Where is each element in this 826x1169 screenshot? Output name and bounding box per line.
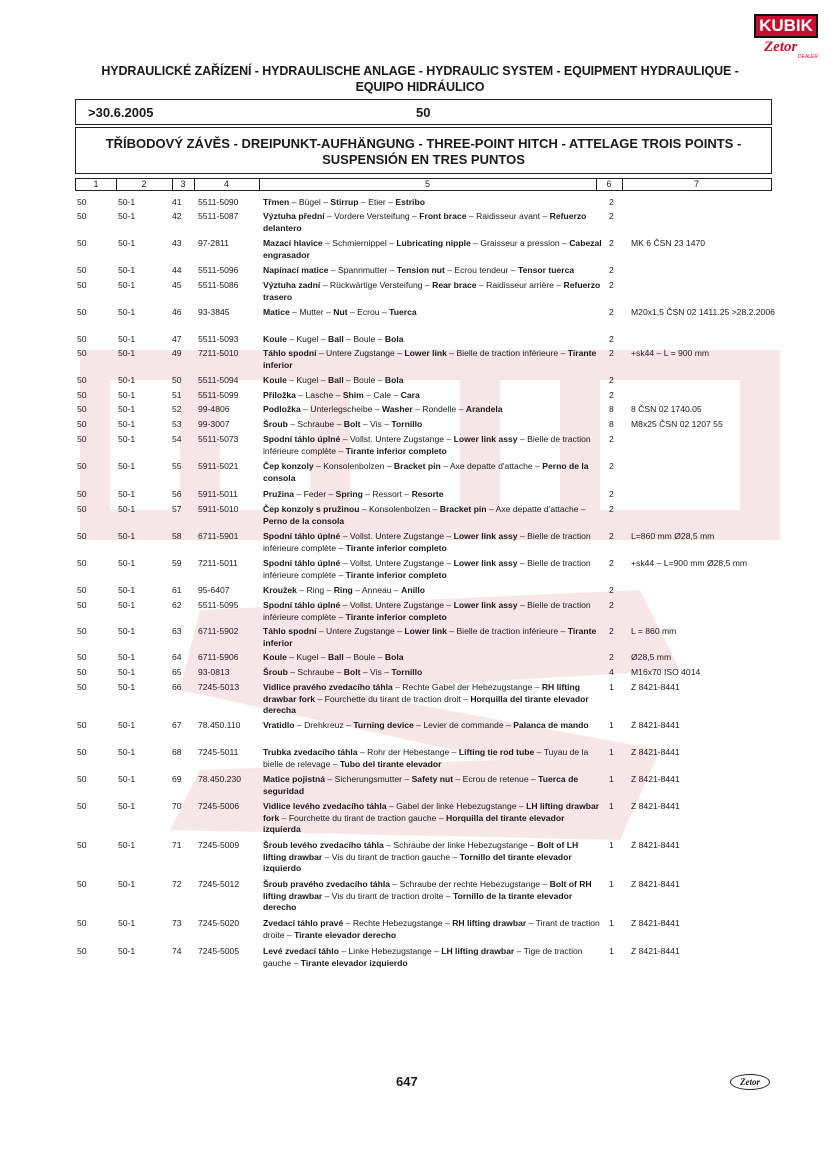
- cell-c3: 64: [172, 652, 182, 662]
- cell-c7: L=860 mm Ø28,5 mm: [631, 531, 715, 541]
- cell-c3: 51: [172, 390, 182, 400]
- cell-c2: 50-1: [118, 265, 136, 275]
- cell-c4: 7211-5011: [198, 558, 238, 568]
- cell-c5: Koule – Kugel – Ball – Boule – Bola: [263, 652, 404, 662]
- cell-c4: 5511-5094: [198, 375, 239, 385]
- cell-c4: 6711-5906: [198, 652, 239, 662]
- cell-c3: 70: [172, 801, 182, 811]
- cell-c1: 50: [77, 600, 87, 610]
- cell-c3: 73: [172, 918, 182, 928]
- cell-c5: Šroub – Schraube – Bolt – Vis – Tornillo: [263, 667, 423, 677]
- page-number: 647: [396, 1074, 418, 1089]
- cell-c2: 50-1: [118, 348, 136, 358]
- cell-c7: M8x25 ČSN 02 1207 55: [631, 419, 723, 429]
- cell-c3: 41: [172, 197, 182, 207]
- cell-c2: 50-1: [118, 434, 136, 444]
- cell-c3: 72: [172, 879, 182, 889]
- cell-c2: 50-1: [118, 404, 136, 414]
- cell-c6: 2: [609, 211, 614, 221]
- cell-c5: Kroužek – Ring – Ring – Anneau – Anillo: [263, 585, 425, 595]
- cell-c6: 2: [609, 348, 614, 358]
- cell-c2: 50-1: [118, 747, 136, 757]
- cell-c1: 50: [77, 801, 87, 811]
- cell-c1: 50: [77, 307, 87, 317]
- cell-c6: 2: [609, 307, 614, 317]
- cell-c6: 2: [609, 531, 614, 541]
- cell-c2: 50-1: [118, 197, 136, 207]
- cell-c6: 1: [609, 774, 614, 784]
- zetor-footer-logo: Zetor: [730, 1074, 770, 1090]
- cell-c7: Ø28,5 mm: [631, 652, 672, 662]
- cell-c4: 93-3845: [198, 307, 230, 317]
- cell-c2: 50-1: [118, 585, 136, 595]
- cell-c5: Šroub – Schraube – Bolt – Vis – Tornillo: [263, 419, 423, 429]
- cell-c6: 2: [609, 265, 614, 275]
- cell-c4: 7245-5020: [198, 918, 240, 928]
- cell-c1: 50: [77, 531, 87, 541]
- cell-c4: 99-4806: [198, 404, 230, 414]
- cell-c6: 2: [609, 280, 614, 290]
- cell-c3: 47: [172, 334, 182, 344]
- section-title-line1: TŘÍBODOVÝ ZÁVĚS - DREIPUNKT-AUFHÄNGUNG - THREE-POINT HITCH - ATTELAGE TROIS POINTS -: [105, 136, 742, 151]
- cell-c6: 2: [609, 375, 614, 385]
- cell-c1: 50: [77, 667, 87, 677]
- cell-c1: 50: [77, 747, 87, 757]
- cell-c1: 50: [77, 197, 87, 207]
- cell-c4: 97-2811: [198, 238, 229, 248]
- cell-c2: 50-1: [118, 720, 136, 730]
- cell-c2: 50-1: [118, 280, 136, 290]
- cell-c4: 93-0813: [198, 667, 230, 677]
- cell-c7: +sk44 – L = 900 mm: [631, 348, 710, 358]
- logo-zetor: Zetor: [764, 39, 798, 55]
- cell-c7: Z 8421-8441: [631, 682, 680, 692]
- column-5-header: 5: [259, 179, 597, 190]
- cell-c4: 5511-5086: [198, 280, 239, 290]
- cell-c7: +sk44 – L=900 mm Ø28,5 mm: [631, 558, 748, 568]
- cell-c4: 5911-5011: [198, 489, 238, 499]
- cell-c6: 2: [609, 585, 614, 595]
- cell-c5: Táhlo spodní – Untere Zugstange – Lower link – Bielle de traction inférieure – Tirante inferior: [263, 348, 597, 370]
- cell-c3: 69: [172, 774, 182, 784]
- cell-c6: 2: [609, 626, 614, 636]
- cell-c4: 5511-5087: [198, 211, 239, 221]
- cell-c5: Matice pojistná – Sicherungsmutter – Safety nut – Ecrou de retenue – Tuerca de seguridad: [263, 774, 579, 796]
- cell-c1: 50: [77, 334, 87, 344]
- cell-c6: 2: [609, 461, 614, 471]
- cell-c1: 50: [77, 946, 87, 956]
- cell-c2: 50-1: [118, 307, 136, 317]
- cell-c2: 50-1: [118, 840, 136, 850]
- cell-c1: 50: [77, 504, 87, 514]
- cell-c7: Z 8421-8441: [631, 946, 680, 956]
- cell-c3: 42: [172, 211, 182, 221]
- cell-c2: 50-1: [118, 801, 136, 811]
- cell-c7: MK 6 ČSN 23 1470: [631, 238, 706, 248]
- column-4-header: 4: [194, 179, 260, 190]
- cell-c4: 7245-5009: [198, 840, 240, 850]
- cell-c3: 65: [172, 667, 182, 677]
- cell-c2: 50-1: [118, 504, 136, 514]
- cell-c4: 5511-5073: [198, 434, 239, 444]
- cell-c5: Spodní táhlo úplné – Vollst. Untere Zugstange – Lower link assy – Bielle de traction inférieure complète – Tirante inferior completo: [263, 600, 591, 622]
- cell-c1: 50: [77, 265, 87, 275]
- cell-c6: 2: [609, 558, 614, 568]
- cell-c4: 5511-5095: [198, 600, 239, 610]
- cell-c4: 5511-5096: [198, 265, 239, 275]
- cell-c2: 50-1: [118, 375, 136, 385]
- cell-c1: 50: [77, 419, 87, 429]
- cell-c3: 68: [172, 747, 182, 757]
- column-2-header: 2: [116, 179, 173, 190]
- cell-c6: 1: [609, 946, 614, 956]
- cell-c6: 1: [609, 682, 614, 692]
- cell-c1: 50: [77, 720, 87, 730]
- cell-c4: 5911-5010: [198, 504, 239, 514]
- cell-c3: 46: [172, 307, 182, 317]
- logo-brand: KUBIK: [754, 14, 818, 38]
- cell-c6: 8: [609, 419, 614, 429]
- cell-c1: 50: [77, 238, 87, 248]
- cell-c6: 2: [609, 390, 614, 400]
- cell-c5: Spodní táhlo úplné – Vollst. Untere Zugstange – Lower link assy – Bielle de traction inférieure complète – Tirante inferior completo: [263, 531, 591, 553]
- cell-c7: Z 8421-8441: [631, 774, 680, 784]
- cell-c2: 50-1: [118, 626, 136, 636]
- cell-c2: 50-1: [118, 558, 136, 568]
- cell-c7: M16x70 ISO 4014: [631, 667, 701, 677]
- cell-c5: Pružina – Feder – Spring – Ressort – Resorte: [263, 489, 444, 499]
- cell-c5: Spodní táhlo úplné – Vollst. Untere Zugstange – Lower link assy – Bielle de traction inférieure complète – Tirante inferior completo: [263, 434, 591, 456]
- cell-c2: 50-1: [118, 238, 136, 248]
- cell-c5: Příložka – Lasche – Shim – Cale – Cara: [263, 390, 420, 400]
- cell-c6: 2: [609, 652, 614, 662]
- cell-c5: Mazací hlavice – Schmiernippel – Lubricating nipple – Graisseur a pression – Cabezal engrasador: [263, 238, 602, 260]
- cell-c4: 5511-5090: [198, 197, 239, 207]
- cell-c4: 95-6407: [198, 585, 230, 595]
- cell-c2: 50-1: [118, 879, 136, 889]
- cell-c1: 50: [77, 682, 87, 692]
- cell-c6: 4: [609, 667, 614, 677]
- cell-c1: 50: [77, 434, 87, 444]
- cell-c6: 1: [609, 747, 614, 757]
- cell-c6: 1: [609, 840, 614, 850]
- cell-c5: Táhlo spodní – Untere Zugstange – Lower link – Bielle de traction inférieure – Tirante inferior: [263, 626, 597, 648]
- cell-c2: 50-1: [118, 918, 136, 928]
- cell-c5: Čep konzoly – Konsolenbolzen – Bracket pin – Axe depatte d'attache – Perno de la consola: [263, 461, 589, 483]
- cell-c2: 50-1: [118, 600, 136, 610]
- cell-c4: 7211-5010: [198, 348, 239, 358]
- cell-c7: Z 8421-8441: [631, 801, 680, 811]
- cell-c2: 50-1: [118, 390, 136, 400]
- cell-c5: Napínací matice – Spannmutter – Tension nut – Ecrou tendeur – Tensor tuerca: [263, 265, 575, 275]
- cell-c4: 78.450.110: [198, 720, 241, 730]
- cell-c3: 62: [172, 600, 182, 610]
- cell-c1: 50: [77, 558, 87, 568]
- cell-c6: 8: [609, 404, 614, 414]
- cell-c1: 50: [77, 626, 87, 636]
- cell-c3: 63: [172, 626, 182, 636]
- group-number: 50: [416, 105, 431, 120]
- cell-c2: 50-1: [118, 682, 136, 692]
- cell-c4: 78.450.230: [198, 774, 242, 784]
- cell-c5: Vratidlo – Drehkreuz – Turning device – Levier de commande – Palanca de mando: [263, 720, 589, 730]
- cell-c5: Trubka zvedacího táhla – Rohr der Hebestange – Lifting tie rod tube – Tuyau de la bielle de relevage – Tubo del tirante elevador: [263, 747, 589, 769]
- column-3-header: 3: [172, 179, 195, 190]
- cell-c5: Koule – Kugel – Ball – Boule – Bola: [263, 375, 404, 385]
- cell-c2: 50-1: [118, 489, 136, 499]
- cell-c4: 7245-5013: [198, 682, 240, 692]
- page-title-line2: EQUIPO HIDRÁULICO: [355, 80, 485, 94]
- cell-c6: 2: [609, 197, 614, 207]
- cell-c3: 59: [172, 558, 182, 568]
- cell-c5: Podložka – Unterlegscheibe – Washer – Rondelle – Arandela: [263, 404, 503, 414]
- cell-c3: 53: [172, 419, 182, 429]
- cell-c5: Výztuha zadní – Rückwärtige Versteifung – Rear brace – Raidisseur arrière – Refuerzo trasero: [263, 280, 601, 302]
- cell-c6: 2: [609, 434, 614, 444]
- cell-c3: 61: [172, 585, 182, 595]
- cell-c2: 50-1: [118, 774, 136, 784]
- cell-c3: 44: [172, 265, 182, 275]
- cell-c5: Levé zvedací táhlo – Linke Hebezugstange – LH lifting drawbar – Tige de traction gauche – Tirante elevador izquierdo: [263, 946, 583, 968]
- cell-c5: Zvedací táhlo pravé – Rechte Hebezugstange – RH lifting drawbar – Tirant de traction droite – Tirante elevador derecho: [263, 918, 600, 940]
- cell-c1: 50: [77, 774, 87, 784]
- cell-c1: 50: [77, 461, 87, 471]
- cell-c3: 58: [172, 531, 182, 541]
- cell-c2: 50-1: [118, 461, 136, 471]
- cell-c1: 50: [77, 840, 87, 850]
- cell-c7: Z 8421-8441: [631, 840, 680, 850]
- cell-c4: 5511-5099: [198, 390, 239, 400]
- cell-c3: 74: [172, 946, 182, 956]
- cell-c7: Z 8421-8441: [631, 918, 680, 928]
- cell-c3: 49: [172, 348, 182, 358]
- section-title-line2: SUSPENSIÓN EN TRES PUNTOS: [322, 152, 525, 167]
- cell-c3: 57: [172, 504, 182, 514]
- cell-c4: 6711-5901: [198, 531, 239, 541]
- cell-c5: Výztuha přední – Vordere Versteifung – Front brace – Raidisseur avant – Refuerzo delantero: [263, 211, 587, 233]
- cell-c7: 8 ČSN 02 1740.05: [631, 404, 702, 414]
- cell-c3: 71: [172, 840, 182, 850]
- cell-c5: Matice – Mutter – Nut – Ecrou – Tuerca: [263, 307, 417, 317]
- cell-c5: Šroub levého zvedacího táhla – Schraube der linke Hebezugstange – Bolt of LH lifting drawbar – Vis du tirant de traction gauche – Tornillo del tirante elevador izquierdo: [263, 840, 579, 873]
- cell-c1: 50: [77, 375, 87, 385]
- column-7-header: 7: [693, 179, 699, 189]
- cell-c5: Spodní táhlo úplné – Vollst. Untere Zugstange – Lower link assy – Bielle de traction inférieure complète – Tirante inferior completo: [263, 558, 591, 580]
- cell-c1: 50: [77, 489, 87, 499]
- cell-c1: 50: [77, 652, 87, 662]
- cell-c5: Vidlice pravého zvedacího táhla – Rechte Gabel der Hebezugstange – RH lifting drawbar fork – Fourchette du tirant de traction droit – Horquilla del tirante elevador derecha: [263, 682, 589, 715]
- cell-c2: 50-1: [118, 531, 136, 541]
- cell-c6: 2: [609, 600, 614, 610]
- cell-c1: 50: [77, 390, 87, 400]
- column-1-header: 1: [76, 179, 117, 190]
- cell-c4: 7245-5012: [198, 879, 240, 889]
- cell-c2: 50-1: [118, 652, 136, 662]
- cell-c6: 1: [609, 801, 614, 811]
- cell-c4: 5911-5021: [198, 461, 239, 471]
- cell-c1: 50: [77, 918, 87, 928]
- cell-c1: 50: [77, 280, 87, 290]
- cell-c1: 50: [77, 404, 87, 414]
- cell-c5: Třmen – Bügel – Stirrup – Etier – Estribo: [263, 197, 425, 207]
- cell-c3: 50: [172, 375, 182, 385]
- cell-c4: 7245-5011: [198, 747, 239, 757]
- cell-c5: Koule – Kugel – Ball – Boule – Bola: [263, 334, 404, 344]
- cell-c4: 6711-5902: [198, 626, 239, 636]
- cell-c3: 43: [172, 238, 182, 248]
- cell-c3: 56: [172, 489, 182, 499]
- cell-c2: 50-1: [118, 946, 136, 956]
- cell-c7: Z 8421-8441: [631, 747, 680, 757]
- cell-c3: 54: [172, 434, 182, 444]
- cell-c3: 66: [172, 682, 182, 692]
- cell-c6: 2: [609, 489, 614, 499]
- column-6-header: 6: [596, 179, 623, 190]
- cell-c6: 1: [609, 879, 614, 889]
- cell-c4: 7245-5006: [198, 801, 240, 811]
- cell-c7: M20x1,5 ČSN 02 1411.25 >28.2.2006: [631, 307, 775, 317]
- cell-c4: 7245-5005: [198, 946, 240, 956]
- cell-c6: 1: [609, 720, 614, 730]
- cell-c1: 50: [77, 211, 87, 221]
- logo-dealer: DEALER: [798, 54, 819, 60]
- cell-c7: L = 860 mm: [631, 626, 677, 636]
- cell-c6: 2: [609, 238, 614, 248]
- cell-c1: 50: [77, 585, 87, 595]
- cell-c7: Z 8421-8441: [631, 720, 680, 730]
- cell-c5: Čep konzoly s pružinou – Konsolenbolzen – Bracket pin – Axe depatte d'attache – Perno de la consola: [263, 504, 586, 526]
- validity-date: >30.6.2005: [88, 105, 154, 120]
- cell-c1: 50: [77, 348, 87, 358]
- cell-c3: 67: [172, 720, 182, 730]
- cell-c2: 50-1: [118, 419, 136, 429]
- cell-c3: 52: [172, 404, 182, 414]
- cell-c6: 2: [609, 334, 614, 344]
- cell-c2: 50-1: [118, 211, 136, 221]
- cell-c5: Vidlice levého zvedacího táhla – Gabel der linke Hebezugstange – LH lifting drawbar fork – Fourchette du tirant de traction gauche – Horquilla del tirante elevador izquierda: [263, 801, 600, 834]
- cell-c5: Šroub pravého zvedacího táhla – Schraube der rechte Hebezugstange – Bolt of RH lifting drawbar – Vis du tirant de traction droite – Tornillo de la tirante elevador derecho: [263, 879, 592, 912]
- cell-c3: 55: [172, 461, 182, 471]
- cell-c2: 50-1: [118, 334, 136, 344]
- cell-c1: 50: [77, 879, 87, 889]
- cell-c7: Z 8421-8441: [631, 879, 680, 889]
- cell-c2: 50-1: [118, 667, 136, 677]
- cell-c4: 99-3007: [198, 419, 230, 429]
- cell-c6: 1: [609, 918, 614, 928]
- cell-c4: 5511-5093: [198, 334, 239, 344]
- cell-c6: 2: [609, 504, 614, 514]
- cell-c3: 45: [172, 280, 182, 290]
- page-title-line1: HYDRAULICKÉ ZAŘÍZENÍ - HYDRAULISCHE ANLAGE - HYDRAULIC SYSTEM - EQUIPMENT HYDRAULIQUE -: [101, 64, 739, 78]
